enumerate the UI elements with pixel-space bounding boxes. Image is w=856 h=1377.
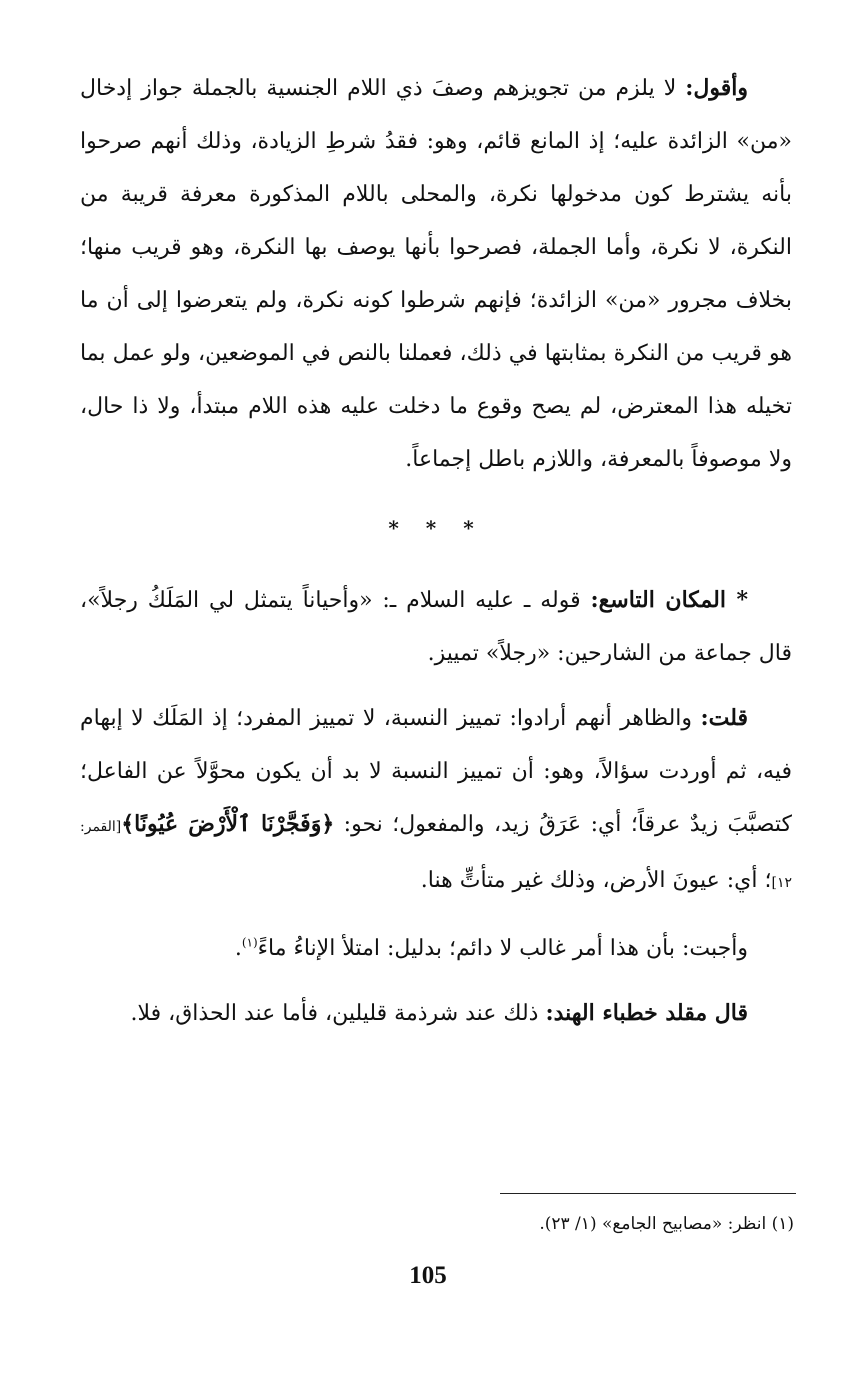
paragraph-2 <box>80 574 792 680</box>
paragraph-4-end: . <box>234 936 242 961</box>
quran-reference: [القمر: ١٢] <box>80 819 792 891</box>
page-body <box>80 62 792 1040</box>
paragraph-1-lead: وأقول: <box>685 75 748 101</box>
footnote-text: انظر: «مصابيح الجامع» (١/ ٢٣). <box>539 1214 767 1234</box>
section-separator: * * * <box>388 516 484 540</box>
quran-verse: ﴿وَفَجَّرْنَا ٱلْأَرْضَ عُيُونًا﴾ <box>121 811 335 837</box>
page-number: 105 <box>409 1262 447 1289</box>
paragraph-1-text: لا يلزم من تجويزهم وصفَ ذي اللام الجنسية بالجملة جواز إدخال «من» الزائدة عليه؛ إذ المانع قائم، وهو: فقدُ شرطِ الزيادة، وذلك أنهم صرحوا بأنه يشترط كون مدخولها نكرة، والمحلى باللام المذكورة معرفة قريبة من النكرة، لا نكرة، وأما الجملة، فصرحوا بأنها يوصف بها النكرة، وهو قريب منها؛ بخلاف مجرور «من» الزائدة؛ فإنهم شرطوا كونه نكرة، ولم يتعرضوا إلى أن ما هو قريب من النكرة بمثابتها في ذلك، فعملنا بالنص في الموضعين، ولو عمل بما تخيله هذا المعترض، لم يصح وقوع ما دخلت عليه هذه اللام مبتدأ، ولا ذا حال، ولا موصوفاً بالمعرفة، واللازم باطل إجماعاً. <box>80 76 792 472</box>
footnote-number: (١) <box>771 1214 794 1234</box>
paragraph-3-lead: قلت: <box>700 705 748 731</box>
paragraph-5 <box>80 987 792 1040</box>
footnote-divider <box>500 1193 796 1194</box>
paragraph-3-text-before: والظاهر أنهم أرادوا: تمييز النسبة، لا تمييز المفرد؛ إذ المَلَك لا إبهام فيه، ثم أوردت سؤالاً، وهو: أن تمييز النسبة لا بد أن يكون محوَّلاً عن الفاعل؛ كتصبَّبَ زيدٌ عرقاً؛ أي: عَرَقُ زيد، والمفعول؛ نحو: <box>80 706 792 837</box>
paragraph-2-lead: * المكان التاسع: <box>590 587 748 613</box>
paragraph-4 <box>80 922 792 975</box>
paragraph-2-text: قوله ـ عليه السلام ـ: «وأحياناً يتمثل لي المَلَكُ رجلاً»، قال جماعة من الشارحين: «رجلاً» تمييز. <box>80 588 792 666</box>
footnote <box>539 1212 794 1236</box>
paragraph-1 <box>80 62 792 486</box>
paragraph-4-text: وأجبت: بأن هذا أمر غالب لا دائم؛ بدليل: امتلأ الإناءُ ماءً <box>257 936 748 961</box>
paragraph-5-lead: قال مقلد خطباء الهند: <box>545 1000 748 1026</box>
footnote-marker: (١) <box>241 935 258 950</box>
paragraph-5-text: ذلك عند شرذمة قليلين، فأما عند الحذاق، فلا. <box>130 1001 546 1026</box>
paragraph-3-text-after: ؛ أي: عيونَ الأرض، وذلك غير متأتٍّ هنا. <box>420 868 772 893</box>
paragraph-3 <box>80 692 792 910</box>
